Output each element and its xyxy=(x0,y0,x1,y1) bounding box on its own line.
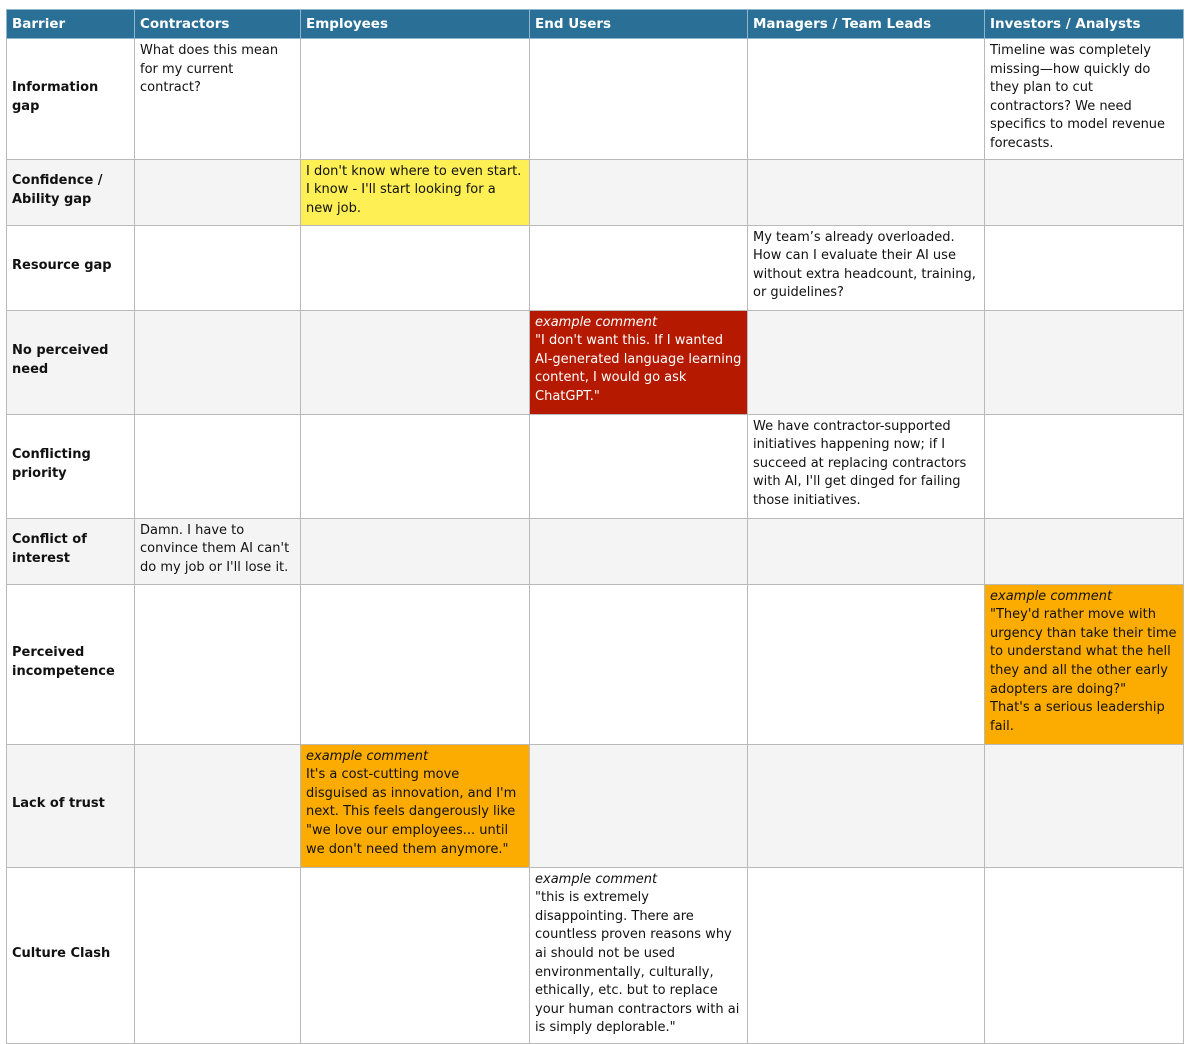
example-comment-label: example comment xyxy=(990,588,1113,604)
table-cell[interactable] xyxy=(530,414,748,518)
table-cell[interactable] xyxy=(135,159,301,225)
table-row xyxy=(7,310,1184,414)
cell-text: It's a cost-cutting move disguised as innovation, and I'm next. This feels dangerously like "we love our employees... until we don't need them anymore." xyxy=(306,767,517,857)
table-cell[interactable] xyxy=(748,867,985,1043)
table-cell[interactable] xyxy=(301,867,530,1043)
highlighted-cell[interactable] xyxy=(530,310,748,414)
barrier-cell[interactable]: Culture Clash xyxy=(7,867,135,1043)
cell-text: Timeline was completely missing—how quickly do they plan to cut contractors? We need specifics to model revenue forecasts. xyxy=(990,43,1166,151)
table-row xyxy=(7,584,1184,744)
table-cell[interactable] xyxy=(135,867,301,1043)
table-cell[interactable] xyxy=(985,744,1184,867)
highlighted-cell[interactable] xyxy=(301,744,530,867)
example-comment-label: example comment xyxy=(535,871,658,887)
table-row xyxy=(7,414,1184,518)
table-row xyxy=(7,518,1184,584)
table-row xyxy=(7,744,1184,867)
table-cell[interactable] xyxy=(135,518,301,584)
highlighted-cell[interactable] xyxy=(301,159,530,225)
table-cell[interactable] xyxy=(301,310,530,414)
header-contractors[interactable]: Contractors xyxy=(135,10,301,39)
barrier-cell[interactable]: Information gap xyxy=(7,39,135,160)
header-managers[interactable]: Managers / Team Leads xyxy=(748,10,985,39)
table-cell[interactable] xyxy=(301,414,530,518)
table-row xyxy=(7,867,1184,1043)
barrier-cell[interactable]: Lack of trust xyxy=(7,744,135,867)
table-cell[interactable] xyxy=(748,159,985,225)
example-comment-label: example comment xyxy=(306,748,429,764)
table-cell[interactable] xyxy=(135,414,301,518)
barrier-cell[interactable]: No perceived need xyxy=(7,310,135,414)
table-cell[interactable] xyxy=(530,225,748,310)
barrier-cell[interactable]: Conflict of interest xyxy=(7,518,135,584)
barrier-cell[interactable]: Perceived incompetence xyxy=(7,584,135,744)
table-cell[interactable] xyxy=(530,39,748,160)
barrier-cell[interactable]: Resource gap xyxy=(7,225,135,310)
header-end-users[interactable]: End Users xyxy=(530,10,748,39)
header-barrier[interactable]: Barrier xyxy=(7,10,135,39)
cell-text: We have contractor-supported initiatives happening now; if I succeed at replacing contractors with AI, I'll get dinged for failing those initiatives. xyxy=(753,418,967,508)
table-cell[interactable] xyxy=(530,159,748,225)
table-cell[interactable] xyxy=(135,310,301,414)
table-cell[interactable] xyxy=(301,518,530,584)
table-cell[interactable] xyxy=(985,159,1184,225)
cell-text: "They'd rather move with urgency than take their time to understand what the hell they and all the other early adopters are doing?" That's a serious leadership fail. xyxy=(990,607,1177,734)
table-cell[interactable] xyxy=(301,225,530,310)
table-cell[interactable] xyxy=(301,584,530,744)
table-cell[interactable] xyxy=(748,584,985,744)
example-comment-label: example comment xyxy=(535,314,658,330)
table-cell[interactable] xyxy=(748,39,985,160)
cell-text: My team’s already overloaded. How can I evaluate their AI use without extra headcount, training, or guidelines? xyxy=(753,229,976,301)
table-cell[interactable] xyxy=(530,744,748,867)
table-row xyxy=(7,39,1184,160)
table-cell[interactable] xyxy=(985,39,1184,160)
table-cell[interactable] xyxy=(135,39,301,160)
cell-text: "this is extremely disappointing. There are countless proven reasons why ai should not be used environmentally, culturally, ethically, etc. but to replace your human contractors with ai is simply deplorable." xyxy=(535,890,740,1036)
header-investors[interactable]: Investors / Analysts xyxy=(985,10,1184,39)
barrier-cell[interactable]: Conflicting priority xyxy=(7,414,135,518)
table-cell[interactable] xyxy=(135,584,301,744)
table-cell[interactable] xyxy=(985,225,1184,310)
table-cell[interactable] xyxy=(985,867,1184,1043)
table-cell[interactable] xyxy=(985,414,1184,518)
table-cell[interactable] xyxy=(301,39,530,160)
table-cell[interactable] xyxy=(748,310,985,414)
cell-text: I don't know where to even start. I know - I'll start looking for a new job. xyxy=(306,163,522,216)
table-cell[interactable] xyxy=(748,225,985,310)
header-row xyxy=(7,10,1184,39)
cell-text: "I don't want this. If I wanted AI-generated language learning content, I would go ask ChatGPT." xyxy=(535,333,742,404)
highlighted-cell[interactable] xyxy=(985,584,1184,744)
barriers-table-container xyxy=(6,9,1184,1044)
table-cell[interactable] xyxy=(748,744,985,867)
table-cell[interactable] xyxy=(748,518,985,584)
table-cell[interactable] xyxy=(530,584,748,744)
table-cell[interactable] xyxy=(985,518,1184,584)
table-cell[interactable] xyxy=(135,744,301,867)
table-cell[interactable] xyxy=(135,225,301,310)
table-row xyxy=(7,159,1184,225)
barriers-table xyxy=(6,9,1184,1044)
barrier-cell[interactable]: Confidence / Ability gap xyxy=(7,159,135,225)
table-cell[interactable] xyxy=(985,310,1184,414)
header-employees[interactable]: Employees xyxy=(301,10,530,39)
cell-text: What does this mean for my current contract? xyxy=(140,43,279,96)
table-cell[interactable] xyxy=(748,414,985,518)
table-cell[interactable] xyxy=(530,518,748,584)
cell-text: Damn. I have to convince them AI can't do my job or I'll lose it. xyxy=(140,522,290,575)
table-cell[interactable] xyxy=(530,867,748,1043)
table-row xyxy=(7,225,1184,310)
